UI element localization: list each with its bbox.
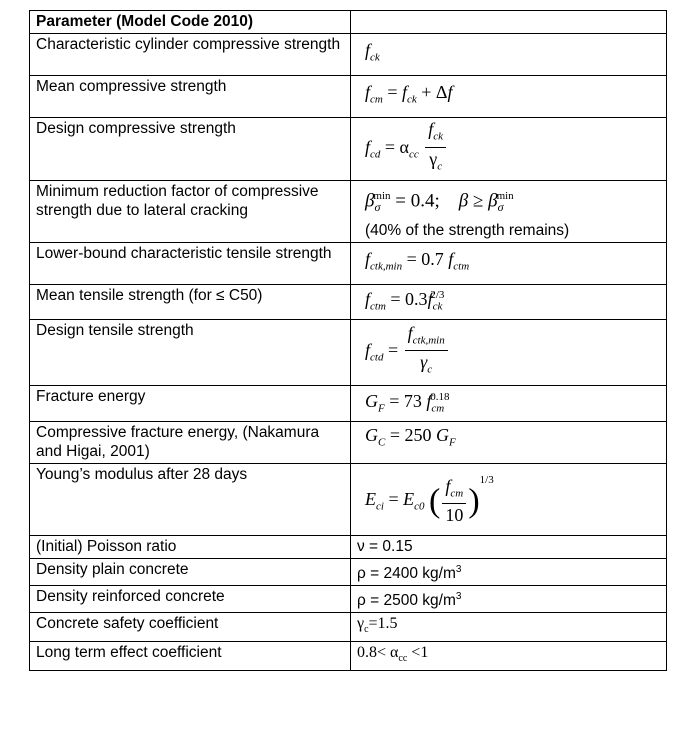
header-parameter: Parameter (Model Code 2010) bbox=[30, 11, 351, 34]
table-header-row bbox=[30, 11, 667, 34]
row-label: Design compressive strength bbox=[30, 118, 351, 181]
table-row bbox=[30, 76, 667, 118]
long-term-coefficient-value: $0.8< \alpha_{cc} <1$ bbox=[351, 642, 667, 671]
table-row bbox=[30, 463, 667, 535]
table-row bbox=[30, 642, 667, 671]
row-label: Density reinforced concrete bbox=[30, 585, 351, 612]
formula-fctk-min: $f_{ctk,min} = 0.7$ $f_{ctm}$ bbox=[351, 243, 667, 285]
formula-fctm: $f_{ctm} = 0.3f_{ck}^{2/3}$ bbox=[351, 285, 667, 320]
table-row bbox=[30, 385, 667, 421]
table-row bbox=[30, 421, 667, 463]
row-label: Fracture energy bbox=[30, 385, 351, 421]
table-row bbox=[30, 181, 667, 243]
row-label: Long term effect coefficient bbox=[30, 642, 351, 671]
row-label: Mean tensile strength (for ≤ C50) bbox=[30, 285, 351, 320]
row-label: Minimum reduction factor of compressive strength due to lateral cracking bbox=[30, 181, 351, 243]
row-label: Compressive fracture energy, (Nakamura and Higai, 2001) bbox=[30, 421, 351, 463]
row-label: Lower-bound characteristic tensile strength bbox=[30, 243, 351, 285]
row-label: Concrete safety coefficient bbox=[30, 613, 351, 642]
table-row bbox=[30, 535, 667, 558]
strength-note: (40% of the strength remains) bbox=[365, 222, 570, 240]
table-row bbox=[30, 558, 667, 585]
formula-fck: $f_{ck}$ bbox=[351, 34, 667, 76]
table-row bbox=[30, 34, 667, 76]
table-row bbox=[30, 118, 667, 181]
formula-eci: $E_{ci} = E_{c0}$ ( $\frac{f_{cm}}{10}$ )$^{1/3}$ bbox=[351, 463, 667, 535]
formula-fctd: $f_{ctd}$ = $\frac{f_{ctk,min}}{\gamma_c}$ bbox=[351, 319, 667, 385]
density-reinforced-value: ρ = 2500 $kg/m^3$ bbox=[351, 585, 667, 612]
row-label: Young’s modulus after 28 days bbox=[30, 463, 351, 535]
row-label: Design tensile strength bbox=[30, 319, 351, 385]
row-label: Characteristic cylinder compressive strength bbox=[30, 34, 351, 76]
safety-coefficient-value: $\gamma_c=1.5$ bbox=[351, 613, 667, 642]
parameter-table bbox=[29, 10, 667, 671]
formula-gc: $G_C = 250$ $G_F$ bbox=[351, 421, 667, 463]
table-row bbox=[30, 613, 667, 642]
row-label: (Initial) Poisson ratio bbox=[30, 535, 351, 558]
table-row bbox=[30, 585, 667, 612]
formula-gf: $G_F = 73$ $f_{cm}^{0.18}$ bbox=[351, 385, 667, 421]
row-label: Density plain concrete bbox=[30, 558, 351, 585]
table-row bbox=[30, 285, 667, 320]
formula-beta: $\beta_\sigma^{min} = 0.4$; $\beta \ge \beta_\sigma^{min}$ (40% of the strength remains) bbox=[351, 181, 667, 243]
formula-fcd: $f_{cd} = \alpha_{cc}$ $\frac{f_{ck}}{\gamma_c}$ bbox=[351, 118, 667, 181]
table-row bbox=[30, 319, 667, 385]
header-empty bbox=[351, 11, 667, 34]
density-plain-value: ρ = 2400 $kg/m^3$ bbox=[351, 558, 667, 585]
formula-fcm: $f_{cm} = f_{ck} + \Delta f$ bbox=[351, 76, 667, 118]
poisson-value: ν = 0.15 bbox=[351, 535, 667, 558]
row-label: Mean compressive strength bbox=[30, 76, 351, 118]
table-row bbox=[30, 243, 667, 285]
